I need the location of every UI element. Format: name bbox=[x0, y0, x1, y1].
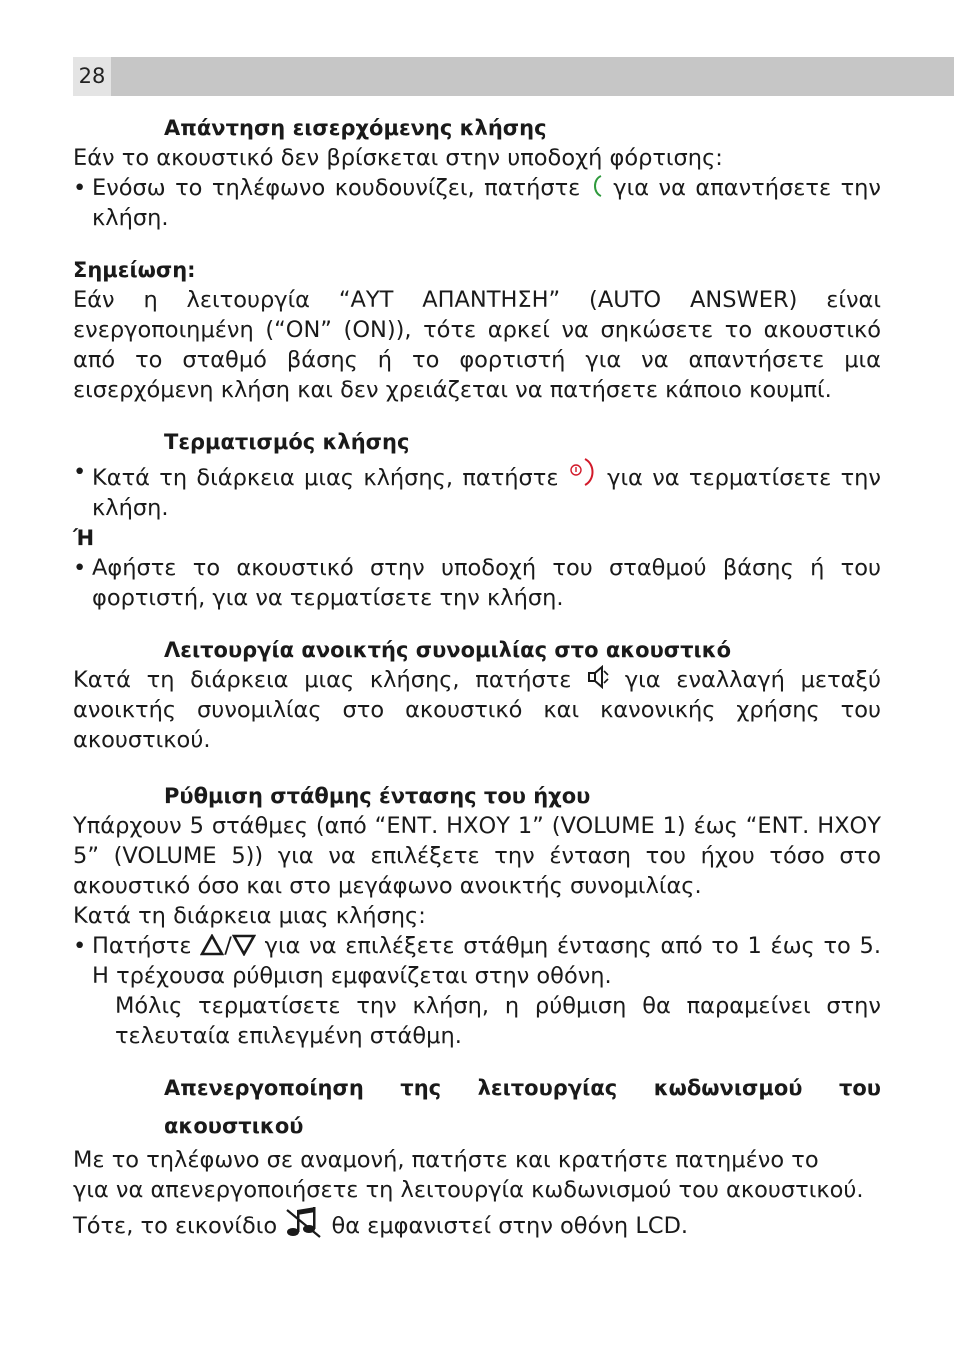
ringer-off-icon bbox=[284, 1205, 324, 1239]
heading-speakerphone: Λειτουργία ανοικτής συνομιλίας στο ακουστικό bbox=[164, 638, 732, 662]
up-triangle-icon bbox=[200, 934, 224, 956]
volume-indent: Μόλις τερματίσετε την κλήση, η ρύθμιση θα παραμείνει στην τελευταία επιλεγμένη στάθμη. bbox=[115, 993, 881, 1049]
heading-volume: Ρύθμιση στάθμης έντασης του ήχου bbox=[164, 784, 591, 808]
down-triangle-icon bbox=[232, 934, 256, 956]
talk-icon bbox=[590, 174, 604, 198]
speaker-icon bbox=[587, 665, 609, 689]
heading-answer-call: Απάντηση εισερχόμενης κλήσης bbox=[164, 116, 547, 140]
page-number: 28 bbox=[73, 57, 111, 96]
page-content bbox=[73, 113, 881, 1241]
heading-ringer-off: Απενεργοποίηση της λειτουργίας κωδωνισμού του ακουστικού bbox=[164, 1076, 881, 1138]
or-label: Ή bbox=[73, 526, 95, 550]
end-bullet-2: • Αφήστε το ακουστικό στην υποδοχή του σταθμού βάσης ή του φορτιστή, για να τερματίσετε την κλήση. bbox=[73, 555, 881, 611]
ringer-line3: Τότε, το εικονίδιο θα εμφανιστεί στην οθόνη LCD. bbox=[73, 1205, 881, 1241]
note-text: ενεργοποιημένη (“ON” (ON)), τότε αρκεί να σηκώσετε το ακουστικό από το σταθμό βάσης ή το φορτιστή για να απαντήσετε μια εισερχόμενη κλήση και δεν χρειάζεται να πατήσετε κάποιο κουμπί. bbox=[73, 317, 881, 403]
note-label: Σημείωση: bbox=[73, 258, 196, 282]
note-line1: Εάν η λειτουργία “ΑΥΤ ΑΠΑΝΤΗΣΗ” (AUTO ANSWER) είναι bbox=[73, 287, 881, 313]
ringer-line2: για να απενεργοποιήσετε τη λειτουργία κωδωνισμού του ακουστικού. bbox=[73, 1177, 864, 1203]
header-bar bbox=[73, 57, 954, 96]
volume-para: Υπάρχουν 5 στάθμες (από “ΕΝΤ. ΗΧΟΥ 1” (VOLUME 1) έως “ΕΝΤ. ΗΧΟΥ 5” (VOLUME 5)) για να επιλέξετε την ένταση του ήχου τόσο στο ακουστικό όσο και στο μεγάφωνο ανοικτής συνομιλίας. bbox=[73, 813, 881, 899]
answer-intro: Εάν το ακουστικό δεν βρίσκεται στην υποδοχή φόρτισης: bbox=[73, 145, 723, 171]
ringer-line1: Με το τηλέφωνο σε αναμονή, πατήστε και κρατήστε πατημένο το bbox=[73, 1147, 819, 1173]
volume-during: Κατά τη διάρκεια μιας κλήσης: bbox=[73, 903, 426, 929]
answer-bullet: • Ενόσω το τηλέφωνο κουδουνίζει, πατήστε για να απαντήσετε την κλήση. bbox=[73, 175, 881, 231]
heading-end-call: Τερματισμός κλήσης bbox=[164, 430, 410, 454]
end-bullet-1: • Κατά τη διάρκεια μιας κλήσης, πατήστε για να τερματίσετε την κλήση. bbox=[73, 459, 882, 521]
speakerphone-text: Κατά τη διάρκεια μιας κλήσης, πατήστε για εναλλαγή μεταξύ ανοικτής συνομιλίας στο ακουστικό και κανονικής χρήσης του ακουστικού. bbox=[73, 667, 882, 753]
end-call-icon bbox=[568, 457, 598, 487]
volume-bullet: • Πατήστε / για να επιλέξετε στάθμη έντασης από το 1 έως το 5. Η τρέχουσα ρύθμιση εμφανίζεται στην οθόνη. bbox=[73, 933, 882, 989]
